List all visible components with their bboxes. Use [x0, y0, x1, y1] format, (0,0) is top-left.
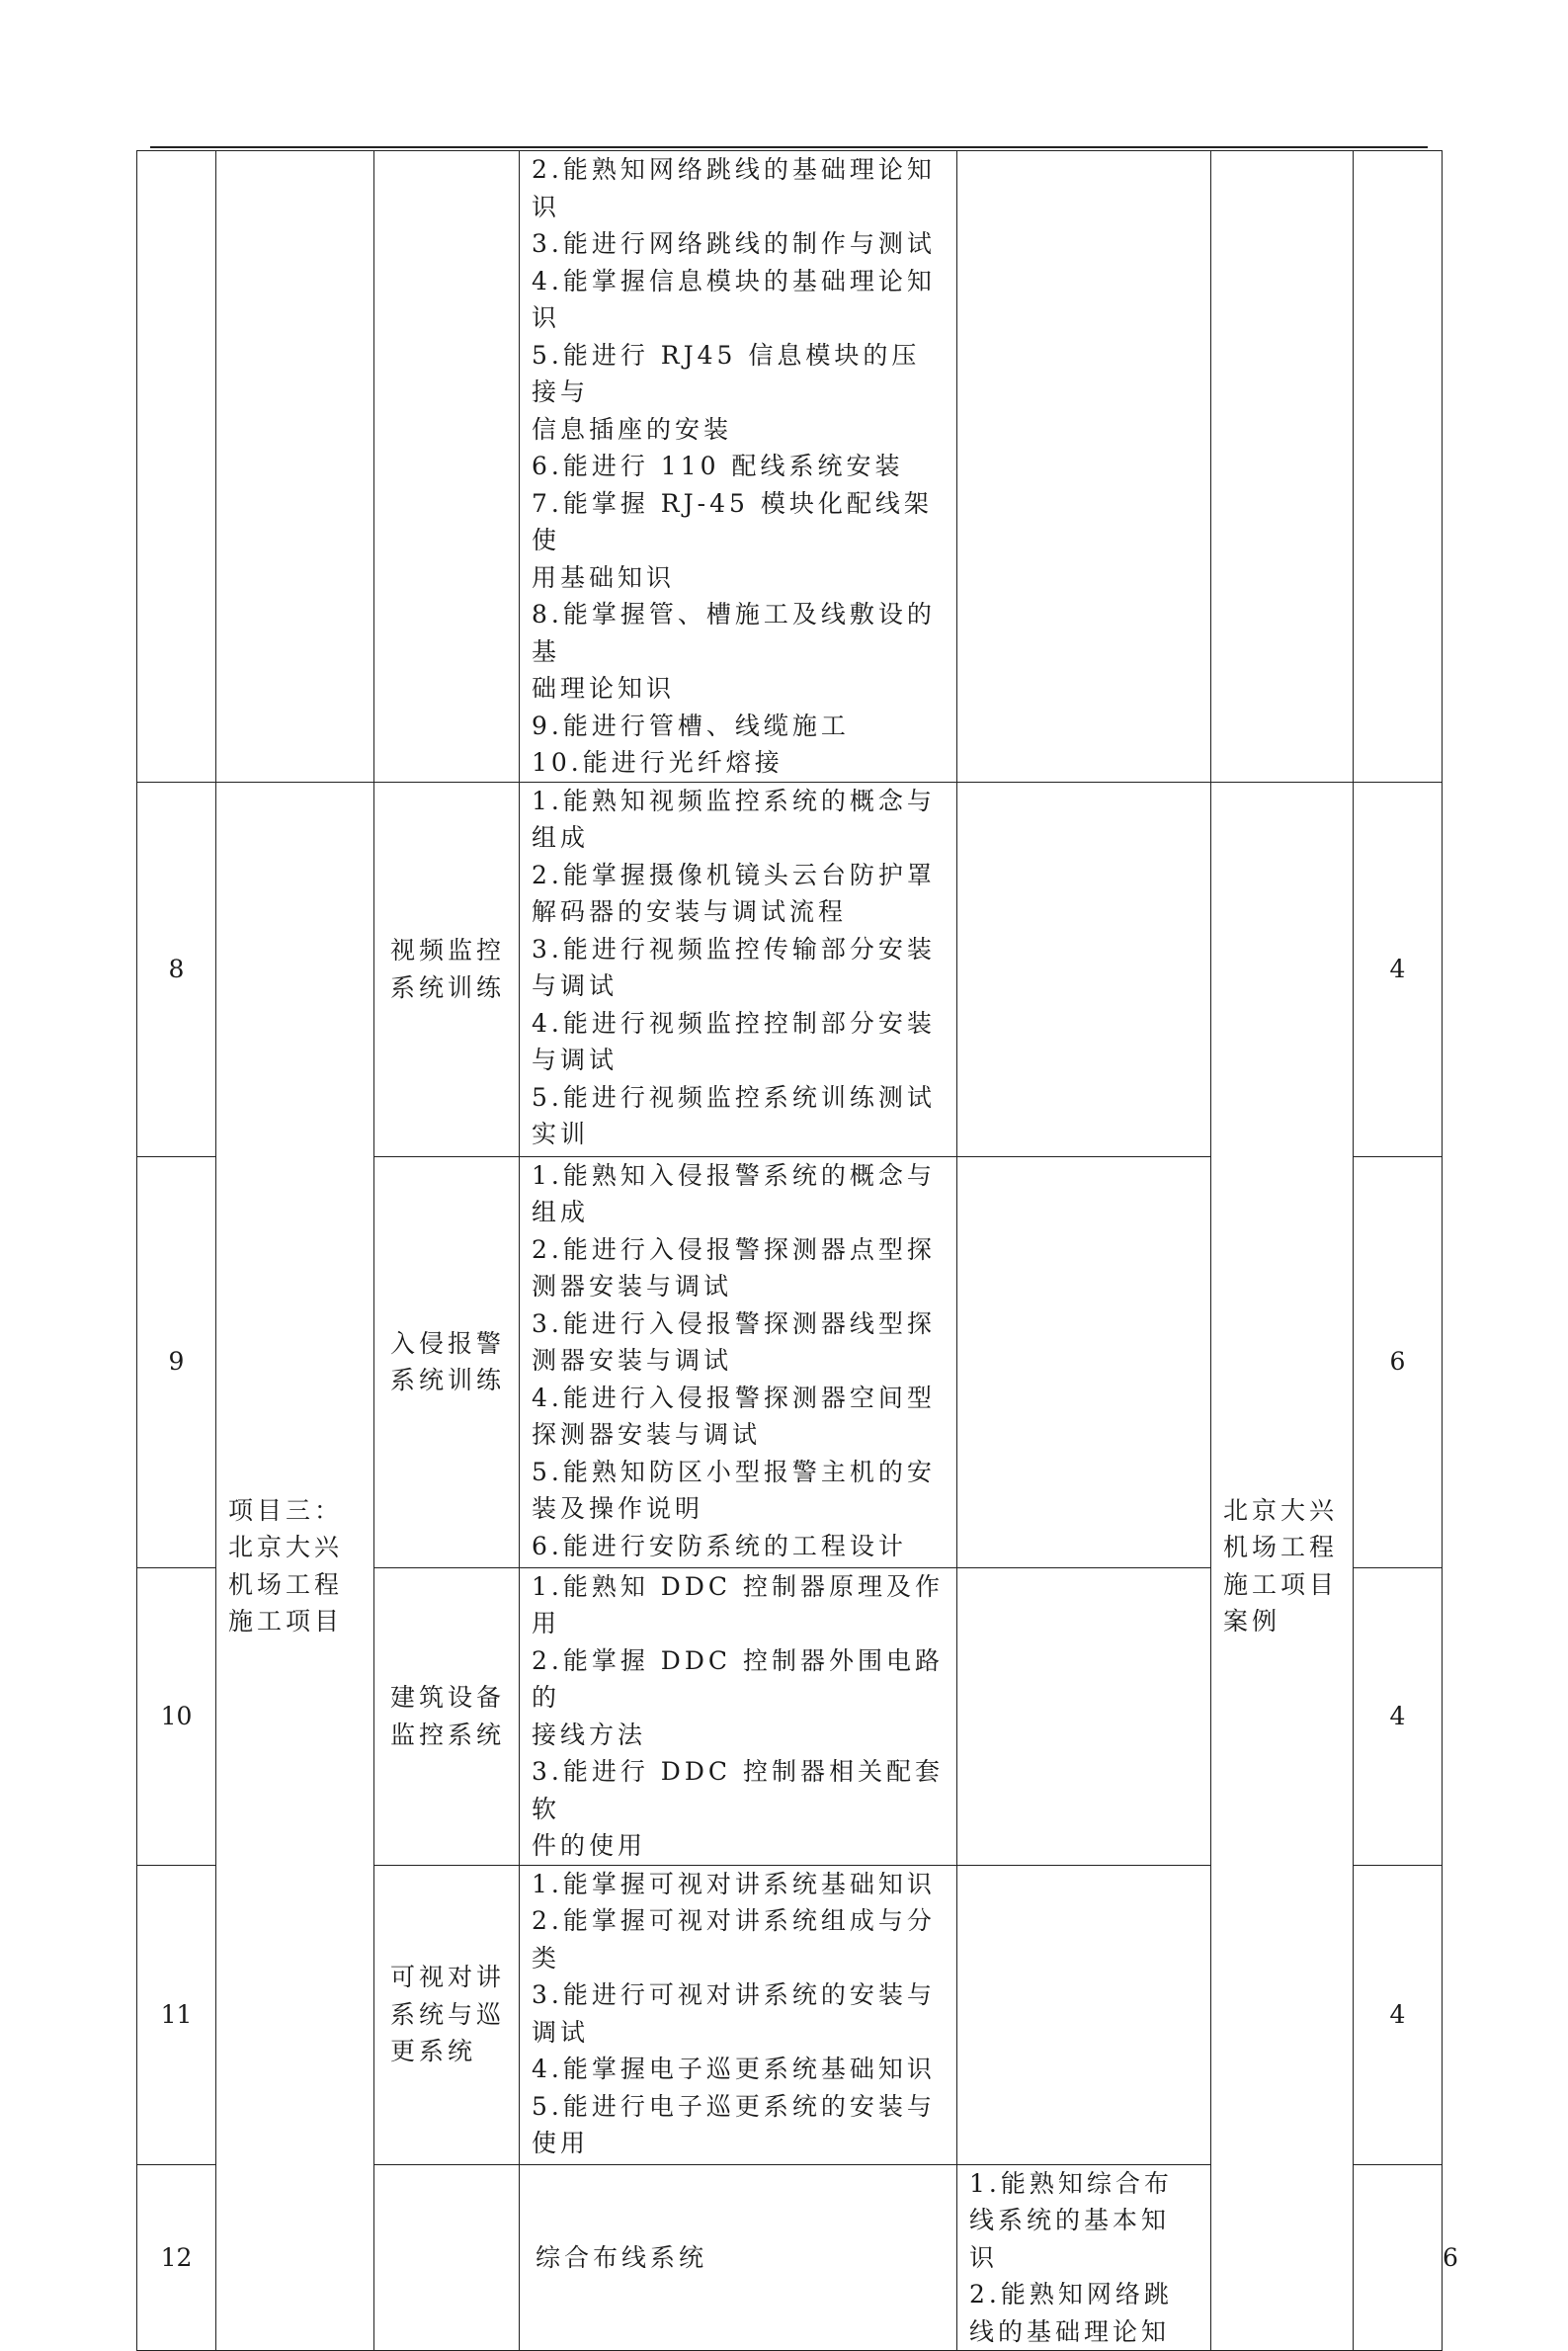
empty-cell	[1354, 2164, 1443, 2351]
content-line: 使用	[532, 2129, 590, 2157]
content-line: 4.能进行视频监控控制部分安装	[532, 1008, 936, 1038]
project-cell-continued	[216, 151, 374, 783]
module-name	[374, 151, 520, 783]
module-name-text: 可视对讲系统与巡更系统	[390, 1963, 506, 2066]
content-line: 2.能熟知网络跳线的基础理论知	[532, 155, 936, 184]
content-line: 础理论知识	[532, 674, 676, 703]
content-line: 识	[969, 2242, 999, 2272]
content-line: 4.能掌握信息模块的基础理论知	[532, 266, 936, 295]
module-name	[374, 1156, 520, 1567]
content-line: 与调试	[532, 971, 619, 1000]
project-cell-continued	[374, 2164, 520, 2351]
hours: 4	[1354, 1567, 1443, 1865]
project-name-text: 项目三：北京大兴机场工程施工项目	[228, 1495, 344, 1637]
row-number: 12	[137, 2164, 216, 2351]
content-line: 4.能进行入侵报警探测器空间型	[532, 1383, 936, 1412]
content-line: 装及操作说明	[532, 1494, 704, 1523]
content-line: 测器安装与调试	[532, 1272, 733, 1301]
content-line: 1.能掌握可视对讲系统基础知识	[532, 1869, 936, 1898]
row-number: 11	[137, 1865, 216, 2164]
hours: 4	[1354, 1865, 1443, 2164]
empty-cell	[957, 1865, 1211, 2164]
content-line: 3.能进行可视对讲系统的安装与	[532, 1980, 936, 2009]
content-line: 2.能掌握摄像机镜头云台防护罩	[532, 860, 936, 889]
table-row	[137, 782, 1443, 1156]
content-cell	[520, 151, 957, 783]
content-cell	[520, 1865, 957, 2164]
content-line: 测器安装与调试	[532, 1346, 733, 1375]
row-number	[137, 151, 216, 783]
content-cell	[520, 1567, 957, 1865]
content-line: 与调试	[532, 1046, 619, 1074]
row-number: 8	[137, 782, 216, 1156]
content-line: 6.能进行安防系统的工程设计	[532, 1531, 907, 1560]
module-name	[520, 2164, 957, 2351]
content-line: 1.能熟知入侵报警系统的概念与	[532, 1160, 936, 1190]
row-number: 10	[137, 1567, 216, 1865]
content-line: 信息插座的安装	[532, 414, 733, 444]
module-name	[374, 782, 520, 1156]
content-line: 类	[532, 1943, 561, 1973]
content-line: 组成	[532, 1198, 590, 1226]
content-line: 3.能进行视频监控传输部分安装	[532, 934, 936, 964]
project-name	[216, 782, 374, 2351]
content-line: 用基础知识	[532, 562, 676, 592]
content-line: 6.能进行 110 配线系统安装	[532, 452, 904, 480]
content-line: 4.能掌握电子巡更系统基础知识	[532, 2055, 936, 2083]
content-cell	[957, 2164, 1211, 2351]
empty-cell	[957, 1156, 1211, 1567]
content-line: 3.能进行网络跳线的制作与测试	[532, 229, 936, 258]
content-line: 7.能掌握 RJ-45 模块化配线架使	[532, 488, 933, 554]
content-line: 解码器的安装与调试流程	[532, 897, 848, 926]
content-line: 9.能进行管槽、线缆施工	[532, 711, 850, 740]
content-line: 2.能掌握 DDC 控制器外围电路的	[532, 1645, 944, 1712]
hours	[1354, 151, 1443, 783]
content-cell	[520, 1156, 957, 1567]
content-line: 8.能掌握管、槽施工及线敷设的基	[532, 600, 936, 666]
header-rule	[150, 146, 1428, 148]
content-line: 件的使用	[532, 1831, 647, 1860]
content-line: 1.能熟知 DDC 控制器原理及作用	[532, 1571, 944, 1637]
hours: 4	[1354, 782, 1443, 1156]
content-line: 识	[532, 192, 561, 221]
content-line: 2.能熟知网络跳线的基础理论知	[969, 2280, 1173, 2346]
content-line: 3.能进行入侵报警探测器线型探	[532, 1308, 936, 1338]
empty-cell	[957, 1567, 1211, 1865]
module-name-text: 综合布线系统	[536, 2242, 708, 2272]
content-line: 2.能进行入侵报警探测器点型探	[532, 1234, 936, 1264]
content-line: 实训	[532, 1120, 590, 1148]
case-cell-continued	[1211, 151, 1354, 783]
content-line: 1.能熟知视频监控系统的概念与	[532, 786, 936, 815]
case-name	[1211, 782, 1354, 2351]
empty-cell	[957, 151, 1211, 783]
content-line: 识	[532, 303, 561, 332]
content-line: 5.能进行 RJ45 信息模块的压接与	[532, 340, 921, 406]
content-cell	[520, 782, 957, 1156]
module-name	[374, 1567, 520, 1865]
content-line: 5.能进行电子巡更系统的安装与	[532, 2091, 936, 2121]
module-name-text: 视频监控系统训练	[390, 936, 506, 1002]
content-line: 调试	[532, 2017, 590, 2047]
module-name-text: 入侵报警系统训练	[390, 1328, 506, 1394]
content-line: 1.能熟知综合布线系统的基本知	[969, 2168, 1173, 2234]
table-row	[137, 151, 1443, 783]
empty-cell	[957, 782, 1211, 1156]
row-number: 9	[137, 1156, 216, 1567]
case-name-text: 北京大兴机场工程施工项目案例	[1223, 1495, 1339, 1637]
module-name	[374, 1865, 520, 2164]
content-line: 3.能进行 DDC 控制器相关配套软	[532, 1757, 944, 1823]
content-line: 5.能进行视频监控系统训练测试	[532, 1082, 936, 1112]
content-line: 组成	[532, 823, 590, 852]
content-line: 接线方法	[532, 1720, 647, 1749]
content-line: 2.能掌握可视对讲系统组成与分	[532, 1906, 936, 1935]
module-name-text: 建筑设备监控系统	[390, 1683, 506, 1749]
table-row: 12 综合布线系统 1.能熟知综合布线系统的基本知 识 2.能熟知网络跳线的基础理论知 6	[137, 2164, 1443, 2351]
content-line: 探测器安装与调试	[532, 1420, 762, 1449]
content-line: 5.能熟知防区小型报警主机的安	[532, 1457, 936, 1486]
course-table	[136, 150, 1458, 2351]
content-line: 10.能进行光纤熔接	[532, 748, 784, 777]
hours: 6	[1354, 1156, 1443, 1567]
